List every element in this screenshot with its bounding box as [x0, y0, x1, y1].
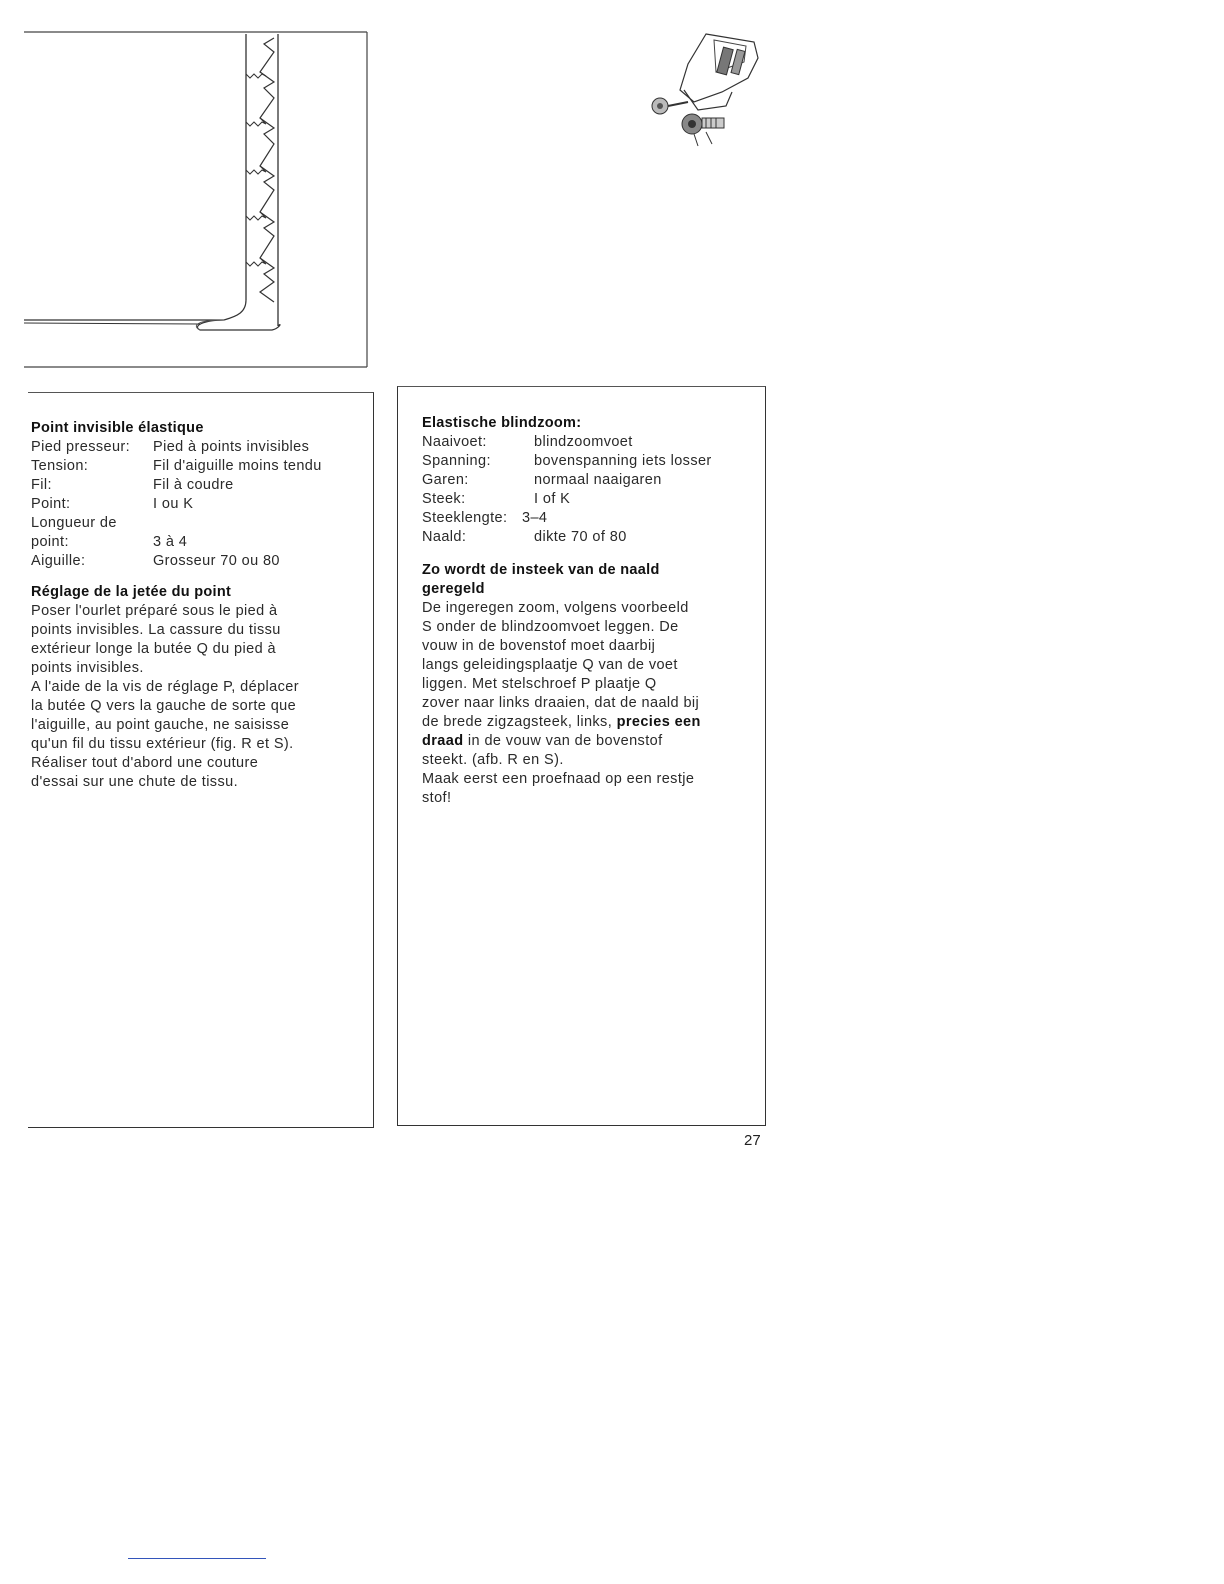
french-subsection-title: Réglage de la jetée du point	[31, 584, 232, 600]
french-instructions-panel	[28, 392, 374, 1128]
french-specs-list	[31, 438, 361, 571]
dutch-body-text: De ingeregen zoom, volgens voorbeeld S onder de blindzoomvoet leggen. De vouw in de bovenstof moet daarbij langs geleidingsplaatje Q van de voet liggen. Met stelschroef P plaatje Q zover naar links draaien, dat de naald bij de brede zigzagsteek, links, precies een draad in de vouw van de bovenstof steekt. (afb. R en S). Maak eerst een proefnaad op een restje stof!	[422, 600, 701, 806]
spec-row: Spanning: bovenspanning iets losser	[422, 453, 712, 469]
spec-row: Longueur de	[31, 515, 117, 531]
spec-row: Aiguille: Grosseur 70 ou 80	[31, 553, 280, 569]
spec-row: Point: I ou K	[31, 496, 194, 512]
dutch-subsection-title: Zo wordt de insteek van de naald geregeld	[422, 562, 660, 597]
spec-row: Naald: dikte 70 of 80	[422, 529, 627, 545]
bottom-rule	[128, 1558, 266, 1559]
spec-row: Steek: I of K	[422, 491, 571, 507]
dutch-instructions-panel	[397, 386, 766, 1126]
spec-row: Tension: Fil d'aiguille moins tendu	[31, 458, 322, 474]
blind-stitch-foot-illustration	[636, 28, 766, 148]
french-body-text: Poser l'ourlet préparé sous le pied à points invisibles. La cassure du tissu extérieur longe la butée Q du pied à points invisibles. A l'aide de la vis de réglage P, déplacer la butée Q vers la gauche de sorte que l'aiguille, au point gauche, ne saisisse qu'un fil du tissu extérieur (fig. R et S). Réaliser tout d'abord une couture d'essai sur une chute de tissu.	[31, 603, 299, 790]
spec-row: point: 3 à 4	[31, 534, 188, 550]
spec-row: Steeklengte: 3–4	[422, 510, 548, 526]
emphasis-text: draad	[422, 733, 464, 749]
spec-row: Naaivoet: blindzoomvoet	[422, 434, 633, 450]
blind-hem-stitch-illustration	[24, 30, 368, 368]
spec-row: Garen: normaal naaigaren	[422, 472, 662, 488]
spec-row: Fil: Fil à coudre	[31, 477, 234, 493]
page-number: 27	[744, 1132, 761, 1149]
dutch-specs-list	[422, 433, 758, 547]
dutch-section-title: Elastische blindzoom:	[422, 415, 582, 431]
emphasis-text: precies een	[616, 714, 701, 730]
spec-row: Pied presseur: Pied à points invisibles	[31, 439, 310, 455]
french-section-title: Point invisible élastique	[31, 420, 204, 436]
